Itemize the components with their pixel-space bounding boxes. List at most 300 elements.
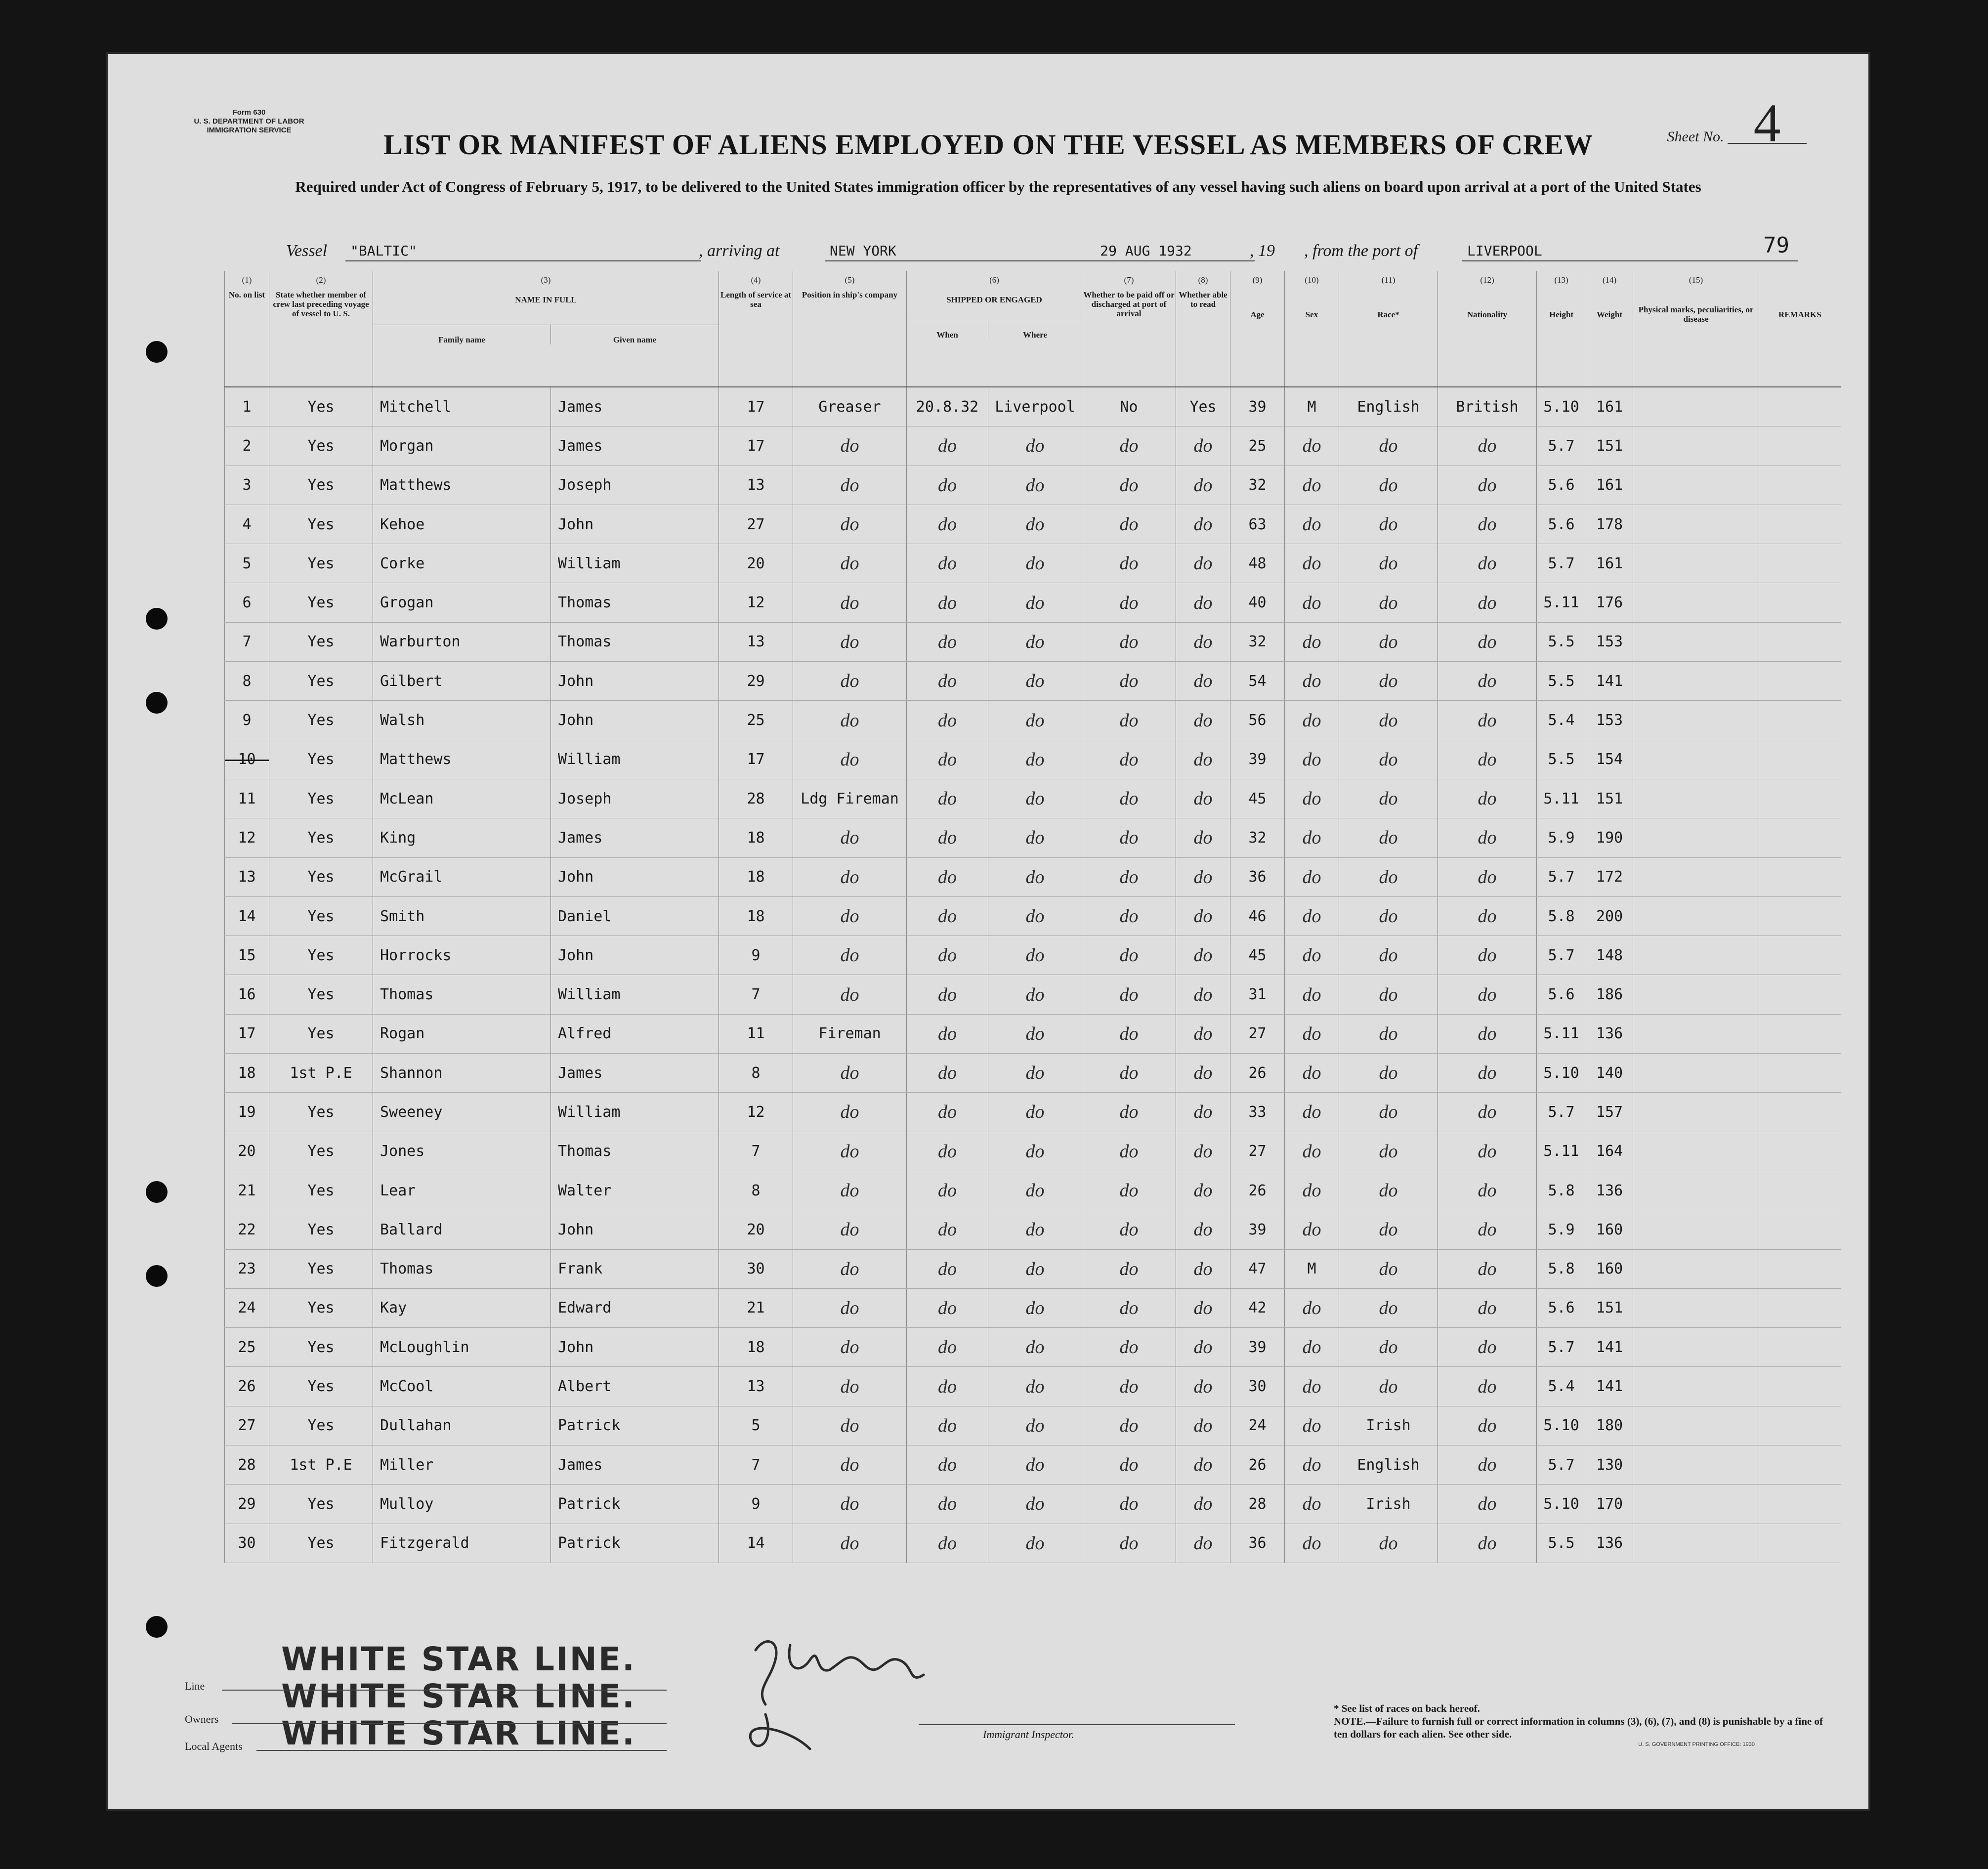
able-to-read-cell: do	[1176, 779, 1230, 818]
arriving-label: , arriving at	[699, 242, 780, 260]
age-cell: 28	[1230, 1485, 1285, 1524]
weight-cell: 136	[1586, 1524, 1633, 1563]
remarks-cell	[1759, 701, 1841, 740]
able-to-read-cell: Yes	[1176, 387, 1230, 426]
physical-marks-cell	[1633, 466, 1759, 505]
vessel-name: "BALTIC"	[345, 243, 701, 261]
shipped-where-cell: do	[988, 896, 1082, 935]
family-name-cell: Grogan	[373, 583, 551, 622]
given-name-cell: John	[551, 1328, 719, 1367]
given-name-cell: Frank	[551, 1249, 719, 1288]
service-cell: 18	[719, 818, 793, 857]
table-row	[225, 583, 1841, 622]
able-to-read-cell: do	[1176, 936, 1230, 975]
race-cell: do	[1339, 740, 1438, 779]
physical-marks-cell	[1633, 1445, 1759, 1485]
able-to-read-cell: do	[1176, 701, 1230, 740]
nationality-cell: do	[1438, 1367, 1537, 1406]
row-number: 8	[225, 662, 269, 701]
state-whether-cell: Yes	[269, 1328, 373, 1367]
weight-cell: 176	[1586, 583, 1633, 622]
row-number: 10	[225, 740, 269, 779]
position-cell: do	[793, 583, 907, 622]
departure-port: LIVERPOOL	[1462, 243, 1798, 261]
weight-cell: 160	[1586, 1210, 1633, 1249]
row-number: 22	[225, 1210, 269, 1249]
paid-off-cell: do	[1082, 1367, 1176, 1406]
state-whether-cell: 1st P.E	[269, 1054, 373, 1093]
shipped-when-cell: do	[907, 1014, 988, 1053]
family-name-cell: Rogan	[373, 1014, 551, 1053]
nationality-cell: do	[1438, 1445, 1537, 1485]
shipped-where-cell: do	[988, 662, 1082, 701]
physical-marks-cell	[1633, 740, 1759, 779]
given-name-cell: Joseph	[551, 779, 719, 818]
state-whether-cell: Yes	[269, 426, 373, 466]
physical-marks-cell	[1633, 1210, 1759, 1249]
paid-off-cell: do	[1082, 857, 1176, 896]
family-name-cell: Thomas	[373, 1249, 551, 1288]
state-whether-cell: Yes	[269, 1524, 373, 1563]
table-row	[225, 1485, 1841, 1524]
row-number: 29	[225, 1485, 269, 1524]
service-cell: 17	[719, 426, 793, 466]
position-cell: do	[793, 544, 907, 583]
position-cell: Fireman	[793, 1014, 907, 1053]
nationality-cell: do	[1438, 426, 1537, 466]
state-whether-cell: Yes	[269, 1485, 373, 1524]
position-cell: do	[793, 622, 907, 661]
nationality-cell: do	[1438, 662, 1537, 701]
nationality-cell: do	[1438, 1524, 1537, 1563]
position-cell: do	[793, 701, 907, 740]
sex-cell: M	[1285, 1249, 1339, 1288]
family-name-cell: McLean	[373, 779, 551, 818]
col-number: (13)	[1537, 271, 1586, 290]
shipped-when-cell: do	[907, 1367, 988, 1406]
paid-off-cell: do	[1082, 818, 1176, 857]
table-row	[225, 1210, 1841, 1249]
header-nationality: Nationality	[1438, 290, 1537, 387]
sex-cell: do	[1285, 740, 1339, 779]
remarks-cell	[1759, 1485, 1841, 1524]
table-row	[225, 1132, 1841, 1171]
nationality-cell: do	[1438, 583, 1537, 622]
height-cell: 5.11	[1537, 1014, 1586, 1053]
state-whether-cell: Yes	[269, 740, 373, 779]
height-cell: 5.10	[1537, 1054, 1586, 1093]
shipped-where-cell: do	[988, 1132, 1082, 1171]
family-name-cell: McCool	[373, 1367, 551, 1406]
height-cell: 5.11	[1537, 779, 1586, 818]
service-cell: 13	[719, 466, 793, 505]
races-note: * See list of races on back hereof.	[1334, 1702, 1480, 1714]
sheet-number-label: Sheet No.	[1667, 128, 1724, 145]
position-cell: do	[793, 1054, 907, 1093]
table-row	[225, 466, 1841, 505]
nationality-cell: do	[1438, 1328, 1537, 1367]
shipped-when-cell: do	[907, 1288, 988, 1327]
binder-hole	[146, 341, 168, 363]
physical-marks-cell	[1633, 1171, 1759, 1210]
position-cell: do	[793, 466, 907, 505]
shipped-where-cell: do	[988, 505, 1082, 544]
remarks-cell	[1759, 1524, 1841, 1563]
service-cell: 8	[719, 1171, 793, 1210]
paid-off-cell: No	[1082, 387, 1176, 426]
sheet-number: 4	[1728, 103, 1807, 144]
line-stamp: WHITE STAR LINE.	[281, 1640, 636, 1678]
height-cell: 5.7	[1537, 936, 1586, 975]
table-row	[225, 1406, 1841, 1445]
state-whether-cell: Yes	[269, 622, 373, 661]
header-family-name: Family name	[438, 335, 485, 344]
age-cell: 39	[1230, 1328, 1285, 1367]
state-whether-cell: Yes	[269, 701, 373, 740]
family-name-cell: Smith	[373, 896, 551, 935]
position-cell: do	[793, 1210, 907, 1249]
race-cell: do	[1339, 1288, 1438, 1327]
service-cell: 8	[719, 1054, 793, 1093]
state-whether-cell: Yes	[269, 1171, 373, 1210]
height-cell: 5.6	[1537, 466, 1586, 505]
height-cell: 5.5	[1537, 1524, 1586, 1563]
position-cell: Ldg Fireman	[793, 779, 907, 818]
age-cell: 31	[1230, 975, 1285, 1014]
shipped-where-cell: do	[988, 1093, 1082, 1132]
manifest-sheet	[106, 52, 1870, 1811]
nationality-cell: do	[1438, 466, 1537, 505]
remarks-cell	[1759, 1210, 1841, 1249]
table-row	[225, 779, 1841, 818]
race-cell: do	[1339, 662, 1438, 701]
race-cell: do	[1339, 466, 1438, 505]
position-cell: do	[793, 896, 907, 935]
sex-cell: do	[1285, 1132, 1339, 1171]
height-cell: 5.8	[1537, 1249, 1586, 1288]
service-cell: 9	[719, 936, 793, 975]
position-cell: do	[793, 1485, 907, 1524]
shipped-where-cell: do	[988, 1171, 1082, 1210]
header-height: Height	[1537, 290, 1586, 387]
given-name-cell: Thomas	[551, 1132, 719, 1171]
state-whether-cell: Yes	[269, 1014, 373, 1053]
shipped-where-cell: do	[988, 1524, 1082, 1563]
weight-cell: 200	[1586, 896, 1633, 935]
sex-cell: do	[1285, 701, 1339, 740]
able-to-read-cell: do	[1176, 975, 1230, 1014]
height-cell: 5.4	[1537, 1367, 1586, 1406]
state-whether-cell: Yes	[269, 975, 373, 1014]
shipped-when-cell: do	[907, 1249, 988, 1288]
physical-marks-cell	[1633, 936, 1759, 975]
sex-cell: do	[1285, 779, 1339, 818]
physical-marks-cell	[1633, 857, 1759, 896]
able-to-read-cell: do	[1176, 1524, 1230, 1563]
shipped-where-cell: do	[988, 466, 1082, 505]
row-number: 6	[225, 583, 269, 622]
service-cell: 12	[719, 1093, 793, 1132]
able-to-read-cell: do	[1176, 1288, 1230, 1327]
race-cell: do	[1339, 701, 1438, 740]
height-cell: 5.9	[1537, 1210, 1586, 1249]
race-cell: do	[1339, 779, 1438, 818]
remarks-cell	[1759, 818, 1841, 857]
row-number: 1	[225, 387, 269, 426]
paid-off-cell: do	[1082, 1054, 1176, 1093]
shipped-when-cell: do	[907, 1054, 988, 1093]
age-cell: 36	[1230, 1524, 1285, 1563]
given-name-cell: John	[551, 936, 719, 975]
given-name-cell: James	[551, 1445, 719, 1485]
header-sex: Sex	[1285, 290, 1339, 387]
shipped-where-cell: do	[988, 701, 1082, 740]
paid-off-cell: do	[1082, 936, 1176, 975]
binder-hole	[146, 692, 168, 714]
remarks-cell	[1759, 583, 1841, 622]
shipped-when-cell: do	[907, 426, 988, 466]
physical-marks-cell	[1633, 701, 1759, 740]
able-to-read-cell: do	[1176, 1367, 1230, 1406]
race-cell: do	[1339, 1171, 1438, 1210]
service-cell: 21	[719, 1288, 793, 1327]
height-cell: 5.6	[1537, 1288, 1586, 1327]
weight-cell: 160	[1586, 1249, 1633, 1288]
crew-rows	[225, 387, 1841, 1563]
weight-cell: 151	[1586, 1288, 1633, 1327]
state-whether-cell: Yes	[269, 1288, 373, 1327]
weight-cell: 130	[1586, 1445, 1633, 1485]
position-cell: do	[793, 1367, 907, 1406]
service-cell: 7	[719, 975, 793, 1014]
age-cell: 39	[1230, 1210, 1285, 1249]
able-to-read-cell: do	[1176, 426, 1230, 466]
race-cell: do	[1339, 896, 1438, 935]
service-cell: 20	[719, 1210, 793, 1249]
row-number: 11	[225, 779, 269, 818]
table-row	[225, 387, 1841, 426]
table-row	[225, 1054, 1841, 1093]
physical-marks-cell	[1633, 1406, 1759, 1445]
height-cell: 5.10	[1537, 1485, 1586, 1524]
shipped-when-cell: do	[907, 1524, 988, 1563]
age-cell: 32	[1230, 466, 1285, 505]
state-whether-cell: Yes	[269, 505, 373, 544]
col-number: (2)	[269, 271, 373, 290]
family-name-cell: Lear	[373, 1171, 551, 1210]
paid-off-cell: do	[1082, 505, 1176, 544]
header-when: When	[936, 330, 958, 340]
service: IMMIGRATION SERVICE	[207, 126, 292, 134]
shipped-where-cell: do	[988, 426, 1082, 466]
able-to-read-cell: do	[1176, 1485, 1230, 1524]
given-name-cell: John	[551, 505, 719, 544]
physical-marks-cell	[1633, 975, 1759, 1014]
paid-off-cell: do	[1082, 622, 1176, 661]
position-cell: do	[793, 740, 907, 779]
row-number: 17	[225, 1014, 269, 1053]
able-to-read-cell: do	[1176, 896, 1230, 935]
race-cell: do	[1339, 622, 1438, 661]
vessel-label: Vessel	[286, 242, 328, 260]
service-cell: 5	[719, 1406, 793, 1445]
age-cell: 47	[1230, 1249, 1285, 1288]
sex-cell: do	[1285, 1210, 1339, 1249]
service-cell: 9	[719, 1485, 793, 1524]
shipped-where-cell: do	[988, 1367, 1082, 1406]
race-cell: English	[1339, 387, 1438, 426]
paid-off-cell: do	[1082, 975, 1176, 1014]
footer-notes	[1334, 1702, 1828, 1741]
shipped-when-cell: do	[907, 701, 988, 740]
nationality-cell: do	[1438, 701, 1537, 740]
binder-hole	[146, 1265, 168, 1287]
physical-marks-cell	[1633, 1249, 1759, 1288]
sex-cell: do	[1285, 857, 1339, 896]
position-cell: Greaser	[793, 387, 907, 426]
age-cell: 56	[1230, 701, 1285, 740]
remarks-cell	[1759, 1132, 1841, 1171]
able-to-read-cell: do	[1176, 1014, 1230, 1053]
family-name-cell: Matthews	[373, 740, 551, 779]
remarks-cell	[1759, 1249, 1841, 1288]
height-cell: 5.7	[1537, 426, 1586, 466]
shipped-where-cell: do	[988, 583, 1082, 622]
age-cell: 32	[1230, 818, 1285, 857]
weight-cell: 190	[1586, 818, 1633, 857]
sex-cell: do	[1285, 466, 1339, 505]
owners-label: Owners	[185, 1713, 219, 1725]
agents-stamp: WHITE STAR LINE.	[281, 1714, 636, 1752]
service-cell: 30	[719, 1249, 793, 1288]
header-state-whether: State whether member of crew last preceding voyage of vessel to U. S.	[269, 290, 373, 387]
service-cell: 13	[719, 622, 793, 661]
family-name-cell: Walsh	[373, 701, 551, 740]
given-name-cell: William	[551, 975, 719, 1014]
sex-cell: do	[1285, 505, 1339, 544]
given-name-cell: William	[551, 740, 719, 779]
able-to-read-cell: do	[1176, 622, 1230, 661]
table-row	[225, 818, 1841, 857]
service-cell: 11	[719, 1014, 793, 1053]
table-row	[225, 740, 1841, 779]
state-whether-cell: Yes	[269, 387, 373, 426]
nationality-cell: do	[1438, 818, 1537, 857]
remarks-cell	[1759, 779, 1841, 818]
col-number: (7)	[1082, 271, 1176, 290]
given-name-cell: Daniel	[551, 896, 719, 935]
position-cell: do	[793, 662, 907, 701]
header-able-to-read: Whether able to read	[1176, 290, 1230, 387]
table-row	[225, 1288, 1841, 1327]
service-cell: 13	[719, 1367, 793, 1406]
able-to-read-cell: do	[1176, 857, 1230, 896]
age-cell: 46	[1230, 896, 1285, 935]
shipped-where-cell: do	[988, 1249, 1082, 1288]
remarks-cell	[1759, 1406, 1841, 1445]
shipped-label: SHIPPED OR ENGAGED	[907, 290, 1082, 320]
able-to-read-cell: do	[1176, 466, 1230, 505]
race-cell: do	[1339, 1328, 1438, 1367]
physical-marks-cell	[1633, 387, 1759, 426]
family-name-cell: Miller	[373, 1445, 551, 1485]
shipped-where-cell: do	[988, 1210, 1082, 1249]
shipped-when-cell: do	[907, 896, 988, 935]
height-cell: 5.5	[1537, 662, 1586, 701]
height-cell: 5.10	[1537, 387, 1586, 426]
given-name-cell: Edward	[551, 1288, 719, 1327]
printing-office: U. S. GOVERNMENT PRINTING OFFICE: 1930	[1638, 1742, 1755, 1747]
position-cell: do	[793, 1524, 907, 1563]
physical-marks-cell	[1633, 896, 1759, 935]
able-to-read-cell: do	[1176, 1406, 1230, 1445]
age-cell: 54	[1230, 662, 1285, 701]
remarks-cell	[1759, 622, 1841, 661]
paid-off-cell: do	[1082, 466, 1176, 505]
family-name-cell: Sweeney	[373, 1093, 551, 1132]
able-to-read-cell: do	[1176, 1054, 1230, 1093]
physical-marks-cell	[1633, 662, 1759, 701]
remarks-cell	[1759, 1445, 1841, 1485]
shipped-when-cell: 20.8.32	[907, 387, 988, 426]
paid-off-cell: do	[1082, 1328, 1176, 1367]
table-row	[225, 936, 1841, 975]
remarks-cell	[1759, 740, 1841, 779]
race-cell: do	[1339, 505, 1438, 544]
service-cell: 20	[719, 544, 793, 583]
remarks-cell	[1759, 936, 1841, 975]
paid-off-cell: do	[1082, 426, 1176, 466]
shipped-where-cell: do	[988, 1445, 1082, 1485]
physical-marks-cell	[1633, 1367, 1759, 1406]
position-cell: do	[793, 936, 907, 975]
sex-cell: do	[1285, 1445, 1339, 1485]
weight-cell: 136	[1586, 1014, 1633, 1053]
nationality-cell: do	[1438, 936, 1537, 975]
table-row	[225, 1445, 1841, 1485]
age-cell: 40	[1230, 583, 1285, 622]
remarks-cell	[1759, 662, 1841, 701]
header-where: Where	[988, 320, 1082, 340]
age-cell: 33	[1230, 1093, 1285, 1132]
service-cell: 7	[719, 1445, 793, 1485]
shipped-when-cell: do	[907, 857, 988, 896]
arrival-date: 29 AUG 1932	[1037, 243, 1255, 261]
race-cell: do	[1339, 857, 1438, 896]
position-cell: do	[793, 1406, 907, 1445]
shipped-where-cell: do	[988, 779, 1082, 818]
service-cell: 7	[719, 1132, 793, 1171]
sex-cell: do	[1285, 1288, 1339, 1327]
shipped-when-cell: do	[907, 936, 988, 975]
state-whether-cell: Yes	[269, 466, 373, 505]
nationality-cell: do	[1438, 1210, 1537, 1249]
height-cell: 5.7	[1537, 1093, 1586, 1132]
remarks-cell	[1759, 1288, 1841, 1327]
shipped-when-cell: do	[907, 779, 988, 818]
weight-cell: 161	[1586, 466, 1633, 505]
given-name-cell: William	[551, 544, 719, 583]
position-cell: do	[793, 1288, 907, 1327]
shipped-where-cell: do	[988, 1485, 1082, 1524]
table-row	[225, 1171, 1841, 1210]
position-cell: do	[793, 1328, 907, 1367]
page-number: 79	[1763, 233, 1789, 258]
family-name-cell: McGrail	[373, 857, 551, 896]
able-to-read-cell: do	[1176, 818, 1230, 857]
physical-marks-cell	[1633, 544, 1759, 583]
sex-cell: do	[1285, 1093, 1339, 1132]
